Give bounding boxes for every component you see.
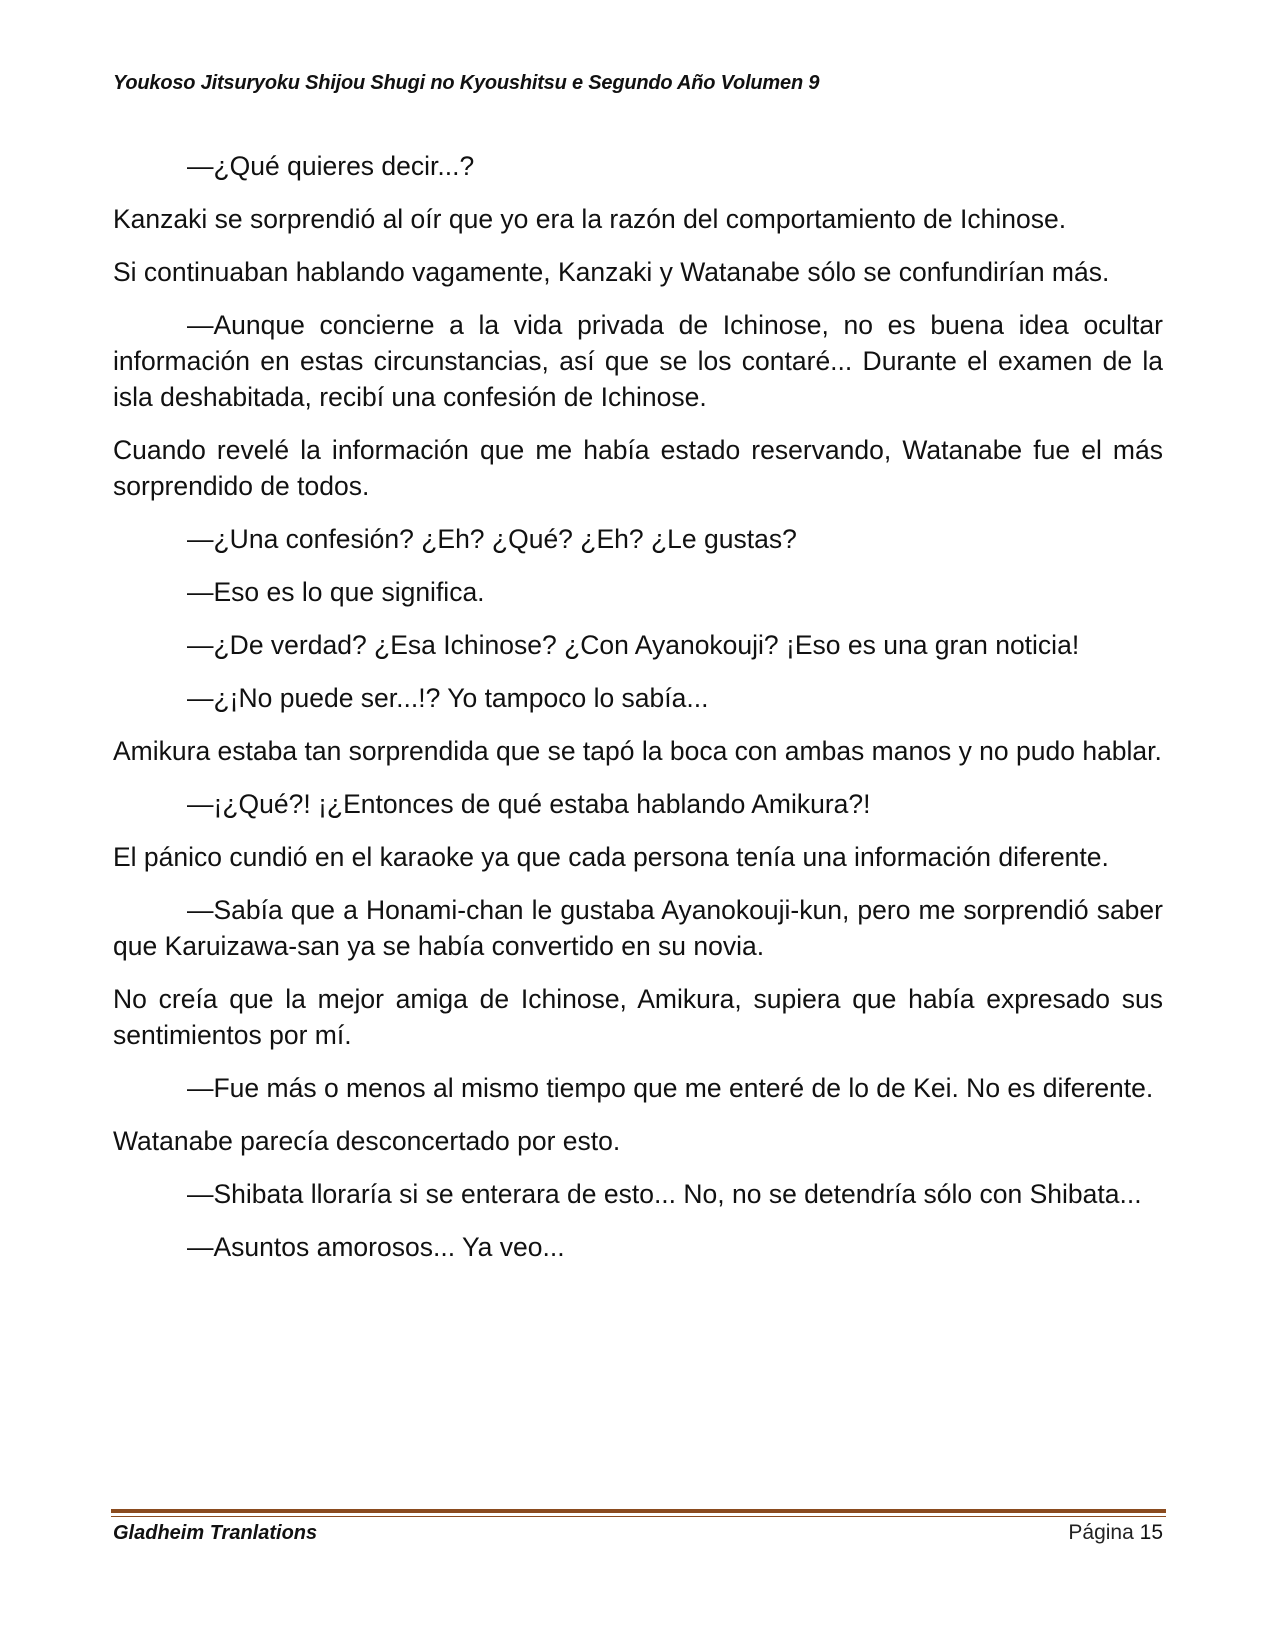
running-header-title: Youkoso Jitsuryoku Shijou Shugi no Kyoushitsu e Segundo Año Volumen 9 <box>113 72 820 94</box>
paragraph-narration: Si continuaban hablando vagamente, Kanzaki y Watanabe sólo se confundirían más. <box>113 257 1110 287</box>
paragraph-dialog: —Eso es lo que significa. <box>187 577 485 607</box>
paragraph-narration: Cuando revelé la información que me había estado reservando, Watanabe fue el más sorprendido de todos. <box>113 435 1163 501</box>
page-label: Página <box>1068 1521 1134 1544</box>
page-number <box>1068 1521 1163 1545</box>
paragraph-narration: No creía que la mejor amiga de Ichinose, Amikura, supiera que había expresado sus sentimientos por mí. <box>113 984 1163 1050</box>
paragraph-dialog: —¿¡No puede ser...!? Yo tampoco lo sabía... <box>187 683 709 713</box>
paragraph-dialog: —¿Una confesión? ¿Eh? ¿Qué? ¿Eh? ¿Le gustas? <box>187 524 797 554</box>
footer-divider-thin <box>111 1516 1166 1517</box>
paragraph-dialog: —¿De verdad? ¿Esa Ichinose? ¿Con Ayanokouji? ¡Eso es una gran noticia! <box>187 630 1080 660</box>
paragraph-narration: Kanzaki se sorprendió al oír que yo era la razón del comportamiento de Ichinose. <box>113 204 1067 234</box>
page-number-value: 15 <box>1139 1521 1163 1544</box>
footer-translator-credit: Gladheim Tranlations <box>113 1522 318 1544</box>
footer-divider <box>111 1509 1166 1513</box>
paragraph-narration: Amikura estaba tan sorprendida que se tapó la boca con ambas manos y no pudo hablar. <box>113 736 1162 766</box>
paragraph-narration: Watanabe parecía desconcertado por esto. <box>113 1126 621 1156</box>
paragraph-dialog: —¡¿Qué?! ¡¿Entonces de qué estaba hablando Amikura?! <box>187 789 871 819</box>
paragraph-dialog: —Shibata lloraría si se enterara de esto... No, no se detendría sólo con Shibata... <box>187 1179 1142 1209</box>
paragraph-narration: El pánico cundió en el karaoke ya que cada persona tenía una información diferente. <box>113 842 1109 872</box>
paragraph-dialog: —Sabía que a Honami-chan le gustaba Ayanokouji-kun, pero me sorprendió saber que Karuizawa-san ya se había convertido en su novia. <box>113 895 1163 961</box>
paragraph-dialog: —¿Qué quieres decir...? <box>187 151 475 181</box>
paragraph-dialog: —Aunque concierne a la vida privada de Ichinose, no es buena idea ocultar información en estas circunstancias, así que se los contaré... Durante el examen de la isla deshabitada, recibí una confesión de Ichinose. <box>113 310 1163 412</box>
paragraph-dialog: —Fue más o menos al mismo tiempo que me enteré de lo de Kei. No es diferente. <box>187 1073 1154 1103</box>
page-body <box>113 148 1163 1282</box>
paragraph-dialog: —Asuntos amorosos... Ya veo... <box>187 1232 565 1262</box>
